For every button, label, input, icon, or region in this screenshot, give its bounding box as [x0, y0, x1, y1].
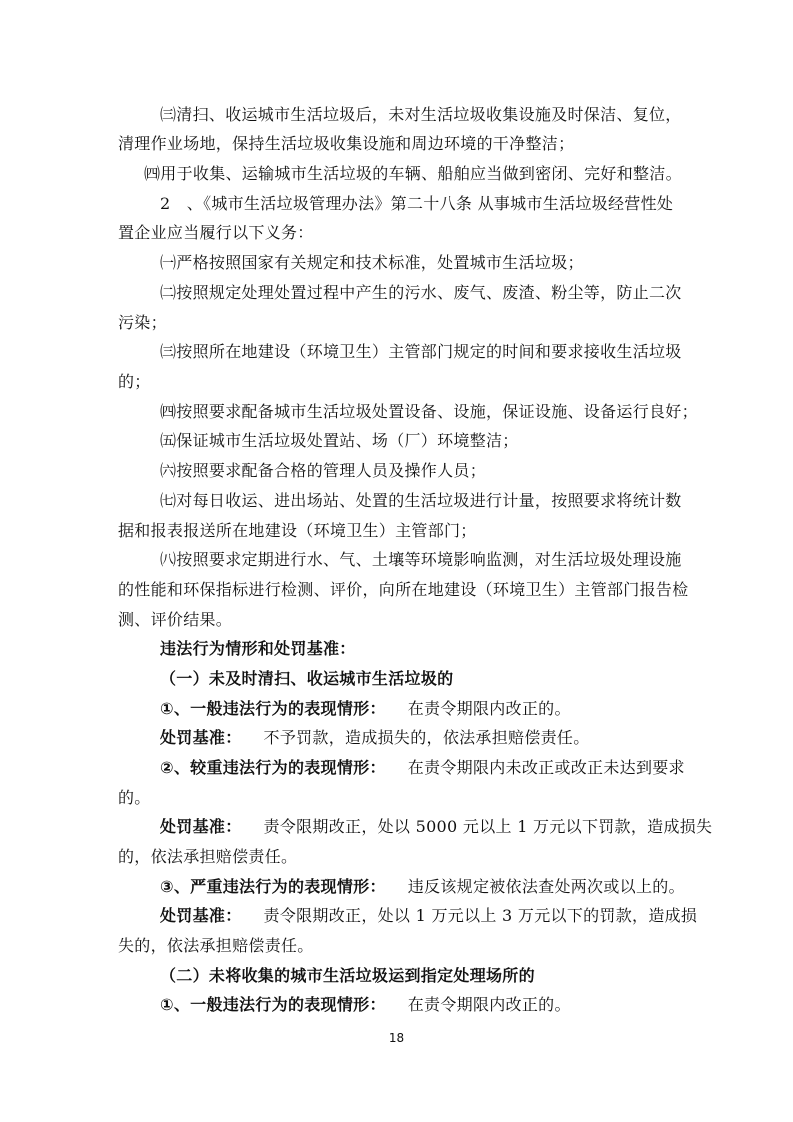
severe-violation-label: ③、严重违法行为的表现情形：: [160, 877, 386, 896]
penalty-row: [160, 906, 697, 926]
text-line: 的。: [118, 788, 151, 807]
text-line: ㈢按照所在地建设（环境卫生）主管部门规定的时间和要求接收生活垃圾: [160, 342, 682, 361]
penalty-label: 处罚基准：: [160, 817, 242, 836]
page-number: 18: [388, 1031, 405, 1045]
text-line: 的，依法承担赔偿责任。: [118, 847, 298, 866]
penalty-text: 不予罚款，造成损失的，依法承担赔偿责任。: [263, 728, 590, 747]
text-line: ㈣按照要求配备城市生活垃圾处置设备、设施，保证设施、设备运行良好；: [160, 402, 698, 421]
general-violation-label: ①、一般违法行为的表现情形：: [160, 699, 386, 718]
general-violation-row: [160, 995, 571, 1015]
severe-violation-text: 违反该规定被依法查处两次或以上的。: [407, 877, 685, 896]
section-title-2: （二）未将收集的城市生活垃圾运到指定处理场所的: [160, 966, 535, 985]
text-line: ㈥按照要求配备合格的管理人员及操作人员；: [160, 461, 487, 480]
serious-violation-label: ②、较重违法行为的表现情形：: [160, 758, 386, 777]
serious-violation-row: [160, 758, 685, 778]
penalty-text: 责令限期改正，处以 1 万元以上 3 万元以下的罚款，造成损: [263, 906, 698, 925]
text-line: ㈡按照规定处理处置过程中产生的污水、废气、废渣、粉尘等，防止二次: [160, 283, 682, 302]
section-title-1: （一）未及时清扫、收运城市生活垃圾的: [160, 669, 454, 688]
text-line: ㈣用于收集、运输城市生活垃圾的车辆、船舶应当做到密闭、完好和整洁。: [144, 164, 682, 183]
general-violation-text: 在责令期限内改正的。: [407, 995, 571, 1014]
text-line: 置企业应当履行以下义务：: [118, 223, 314, 242]
penalty-row: [160, 817, 712, 837]
penalty-label: 处罚基准：: [160, 728, 242, 747]
text-line: ㈦对每日收运、进出场站、处置的生活垃圾进行计量，按照要求将统计数: [160, 491, 682, 510]
general-violation-label: ①、一般违法行为的表现情形：: [160, 995, 386, 1014]
penalty-label: 处罚基准：: [160, 906, 242, 925]
text-line: 2 、《城市生活垃圾管理办法》第二十八条 从事城市生活垃圾经营性处: [160, 194, 674, 213]
text-line: ㈠严格按照国家有关规定和技术标准，处置城市生活垃圾；: [160, 253, 584, 272]
text-line: 的；: [118, 372, 151, 391]
text-line: 据和报表报送所在地建设（环境卫生）主管部门；: [118, 521, 477, 540]
general-violation-row: [160, 699, 571, 719]
text-line: 的性能和环保指标进行检测、评价，向所在地建设（环境卫生）主管部门报告检: [118, 580, 689, 599]
penalty-text: 责令限期改正，处以 5000 元以上 1 万元以下罚款，造成损失: [263, 817, 713, 836]
text-line: 污染；: [118, 313, 167, 332]
text-line: 测、评价结果。: [118, 610, 233, 629]
serious-violation-text: 在责令期限内未改正或改正未达到要求: [407, 758, 685, 777]
general-violation-text: 在责令期限内改正的。: [407, 699, 571, 718]
text-line: 清理作业场地，保持生活垃圾收集设施和周边环境的干净整洁；: [118, 134, 575, 153]
text-line: 失的，依法承担赔偿责任。: [118, 936, 314, 955]
text-line: ㈢清扫、收运城市生活垃圾后，未对生活垃圾收集设施及时保洁、复位，: [160, 105, 682, 124]
section-heading: 违法行为情形和处罚基准：: [160, 639, 356, 658]
penalty-row: [160, 728, 590, 748]
text-line: ㈤保证城市生活垃圾处置站、场（厂）环境整洁；: [160, 431, 519, 450]
text-line: ㈧按照要求定期进行水、气、土壤等环境影响监测，对生活垃圾处理设施: [160, 550, 682, 569]
severe-violation-row: [160, 877, 685, 897]
